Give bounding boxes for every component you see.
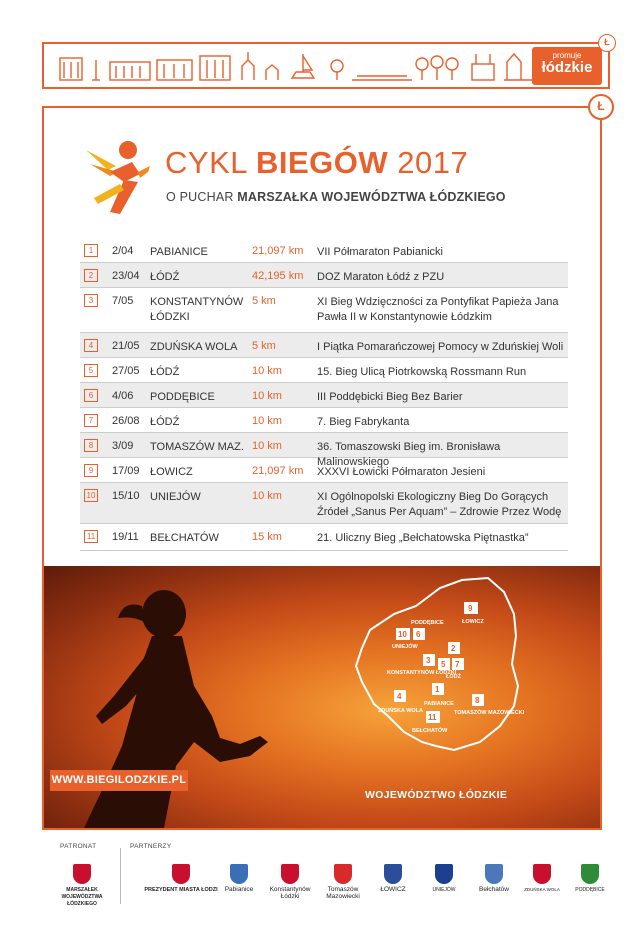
race-distance: 15 km xyxy=(252,531,282,543)
svg-text:11: 11 xyxy=(428,713,437,722)
partner-logo: ZDUŃSKA WOLA xyxy=(522,864,562,893)
race-distance: 10 km xyxy=(252,415,282,427)
promuje-lodzkie-logo xyxy=(532,47,602,85)
page-title: CYKL BIEGÓW 2017 xyxy=(165,145,469,180)
crest-icon xyxy=(172,864,190,884)
race-distance: 5 km xyxy=(252,295,276,307)
map-label-uniejow: UNIEJÓW xyxy=(392,644,418,650)
race-distance: 10 km xyxy=(252,390,282,402)
partner-logo: PODDĘBICE xyxy=(570,864,610,893)
table-row xyxy=(80,358,568,383)
svg-text:10: 10 xyxy=(398,630,407,639)
website-link[interactable]: WWW.BIEGILODZKIE.PL xyxy=(50,770,188,791)
race-distance: 10 km xyxy=(252,490,282,502)
race-event: XI Bieg Wdzięczności za Pontyfikat Papieża Jana Pawła II w Konstantynowie Łódzkim xyxy=(317,296,559,323)
crest-icon xyxy=(334,864,352,884)
top-banner xyxy=(42,37,610,89)
race-number: 5 xyxy=(84,364,98,377)
race-city: PABIANICE xyxy=(150,246,208,258)
race-city: UNIEJÓW xyxy=(150,491,201,503)
race-event: 15. Bieg Ulicą Piotrkowską Rossmann Run xyxy=(317,366,527,378)
race-number: 1 xyxy=(84,244,98,257)
race-number: 7 xyxy=(84,414,98,427)
race-date: 17/09 xyxy=(112,465,140,477)
race-number: 9 xyxy=(84,464,98,477)
race-event: 21. Uliczny Bieg „Bełchatowska Piętnastka” xyxy=(317,532,529,544)
race-number: 3 xyxy=(84,294,98,307)
race-distance: 21,097 km xyxy=(252,465,304,477)
svg-text:7: 7 xyxy=(455,660,460,669)
map-label-lodz: ŁÓDŹ xyxy=(446,674,461,680)
race-distance: 21,097 km xyxy=(252,245,304,257)
table-row xyxy=(80,408,568,433)
patronat-label: PATRONAT xyxy=(60,843,97,850)
page-subtitle: O PUCHAR MARSZAŁKA WOJEWÓDZTWA ŁÓDZKIEGO xyxy=(166,190,506,204)
race-date: 21/05 xyxy=(112,340,140,352)
table-row xyxy=(80,483,568,524)
race-city: ŁOWICZ xyxy=(150,466,193,478)
race-date: 3/09 xyxy=(112,440,134,452)
race-number: 6 xyxy=(84,389,98,402)
map-label-belchatow: BEŁCHATÓW xyxy=(412,728,448,734)
svg-text:5: 5 xyxy=(441,660,446,669)
race-city: ZDUŃSKA WOLA xyxy=(150,341,238,353)
partner-logo: Bełchatów xyxy=(474,864,514,893)
partner-logo: Tomaszów Mazowiecki xyxy=(318,864,368,900)
l-mark-icon: Ł xyxy=(598,34,616,52)
race-distance: 10 km xyxy=(252,365,282,377)
crest-icon xyxy=(435,864,453,884)
race-date: 19/11 xyxy=(112,531,139,543)
map-label-pabianice: PABIANICE xyxy=(424,701,454,707)
race-event: DOZ Maraton Łódź z PZU xyxy=(317,271,445,283)
race-distance: 42,195 km xyxy=(252,270,304,282)
table-row xyxy=(80,288,568,333)
race-city: ŁÓDŹ xyxy=(150,366,180,378)
race-date: 15/10 xyxy=(112,490,140,502)
table-row xyxy=(80,263,568,288)
race-event: I Piątka Pomarańczowej Pomocy w Zduńskiej Woli xyxy=(317,341,564,353)
race-city: ŁÓDŹ xyxy=(150,271,180,283)
race-date: 2/04 xyxy=(112,245,134,257)
race-event: 7. Bieg Fabrykanta xyxy=(317,416,410,428)
race-city: PODDĘBICE xyxy=(150,391,215,403)
partner-logo: UNIEJÓW xyxy=(424,864,464,893)
race-number: 2 xyxy=(84,269,98,282)
race-date: 7/05 xyxy=(112,295,134,307)
map-label-poddebice: PODDĘBICE xyxy=(411,620,444,626)
promo-big-text: łódzkie xyxy=(541,59,593,76)
partner-logo: Pabianice xyxy=(220,864,258,893)
race-city: KONSTANTYNÓW ŁÓDZKI xyxy=(150,296,244,323)
race-table xyxy=(80,238,568,551)
svg-text:3: 3 xyxy=(426,656,431,665)
svg-text:9: 9 xyxy=(468,604,473,613)
race-city: BEŁCHATÓW xyxy=(150,532,219,544)
race-date: 26/08 xyxy=(112,415,140,427)
race-city: TOMASZÓW MAZ. xyxy=(150,441,244,453)
race-city: ŁÓDŹ xyxy=(150,416,180,428)
patron-logo: MARSZAŁEK WOJEWÓDZTWA ŁÓDZKIEGO xyxy=(52,864,112,907)
race-date: 23/04 xyxy=(112,270,140,282)
map-label-lowicz: ŁOWICZ xyxy=(462,619,484,625)
runner-figure-logo xyxy=(80,136,152,218)
race-number: 4 xyxy=(84,339,98,352)
race-event: XXXVI Łowicki Półmaraton Jesieni xyxy=(317,466,486,478)
crest-icon xyxy=(73,864,91,884)
race-event: 36. Tomaszowski Bieg im. Bronisława Malinowskiego xyxy=(317,441,501,468)
crest-icon xyxy=(384,864,402,884)
svg-text:4: 4 xyxy=(397,692,402,701)
svg-text:1: 1 xyxy=(435,685,440,694)
partnerzy-label: PARTNERZY xyxy=(130,843,172,850)
partner-logo: ŁOWICZ xyxy=(374,864,412,893)
l-mark-icon: Ł xyxy=(588,94,614,120)
partner-logo: Konstantynów Łódzki xyxy=(264,864,316,900)
race-distance: 10 km xyxy=(252,440,282,452)
race-event: III Poddębicki Bieg Bez Barier xyxy=(317,391,463,403)
crest-icon xyxy=(281,864,299,884)
crest-icon xyxy=(485,864,503,884)
race-distance: 5 km xyxy=(252,340,276,352)
city-skyline-illustration xyxy=(52,50,552,82)
race-number: 11 xyxy=(84,530,98,543)
table-row xyxy=(80,238,568,263)
crest-icon xyxy=(230,864,248,884)
partner-logos xyxy=(0,860,643,920)
table-row xyxy=(80,524,568,551)
svg-text:6: 6 xyxy=(416,630,421,639)
svg-text:2: 2 xyxy=(451,644,456,653)
svg-text:8: 8 xyxy=(475,696,480,705)
crest-icon xyxy=(581,864,599,884)
table-row xyxy=(80,333,568,358)
race-number: 10 xyxy=(84,489,98,502)
map-label-zdunska: ZDUŃSKA WOLA xyxy=(378,708,424,714)
crest-icon xyxy=(533,864,551,884)
table-row xyxy=(80,458,568,483)
map-label-tomaszow: TOMASZÓW MAZOWIECKI xyxy=(454,710,525,716)
table-row xyxy=(80,433,568,468)
map-label-konstantynow: KONSTANTYNÓW ŁÓDZKI xyxy=(387,670,457,676)
race-event: XI Ogólnopolski Ekologiczny Bieg Do Gorących Źródeł „Sanus Per Aquam” – Zdrowie Przez Wodę xyxy=(317,491,562,518)
race-event: VII Półmaraton Pabianicki xyxy=(317,246,443,258)
promo-small-text: promuje xyxy=(552,51,582,60)
region-label: WOJEWÓDZTWO ŁÓDZKIE xyxy=(365,789,508,801)
table-row xyxy=(80,383,568,408)
race-date: 4/06 xyxy=(112,390,134,402)
race-date: 27/05 xyxy=(112,365,140,377)
partner-logo: PREZYDENT MIASTA ŁODZI xyxy=(142,864,220,893)
race-number: 8 xyxy=(84,439,98,452)
